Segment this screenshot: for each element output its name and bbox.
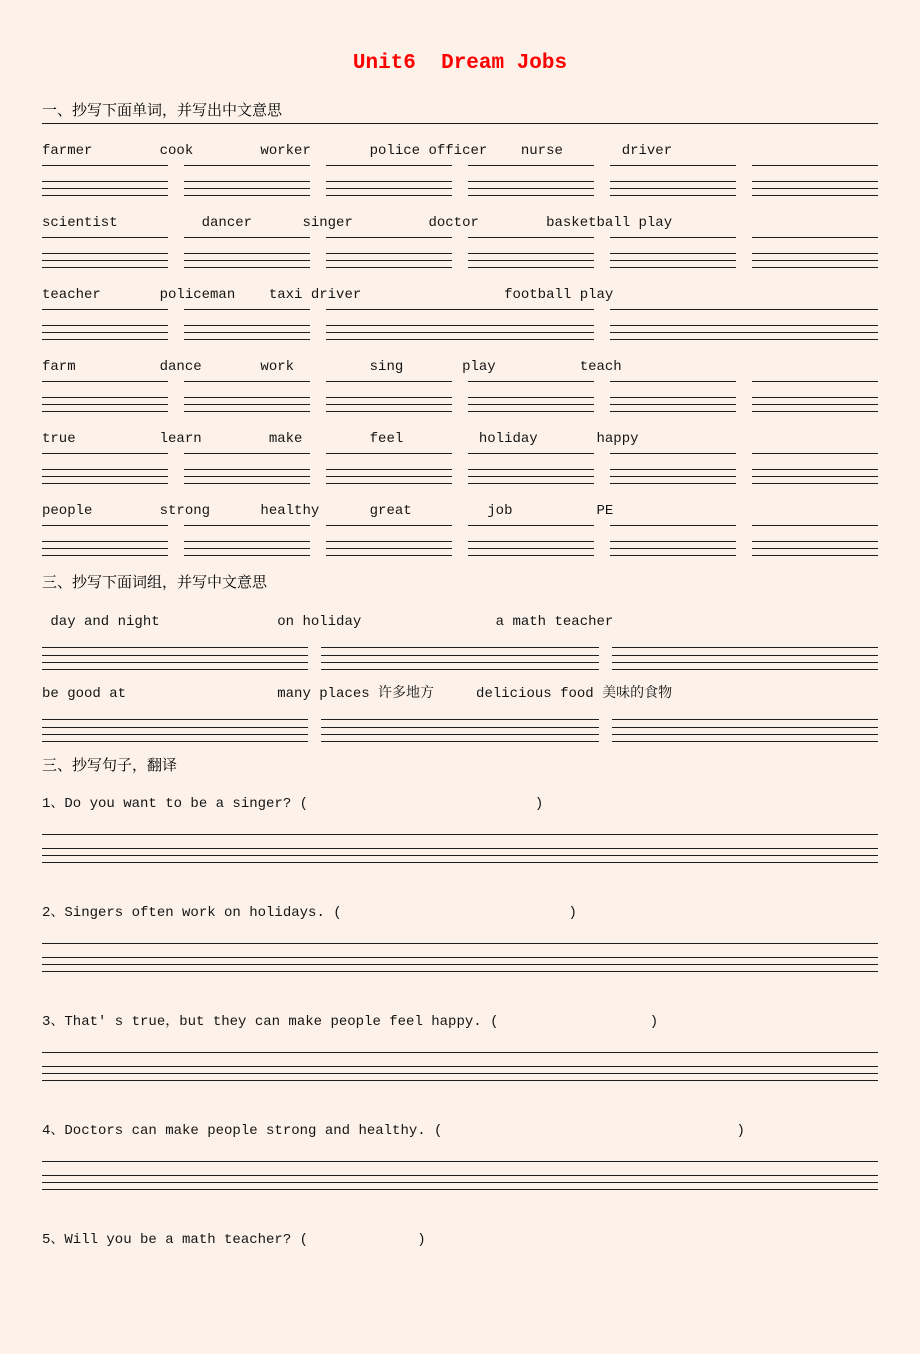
- word-line: farmer cook worker police officer nurse driver: [42, 143, 673, 159]
- writing-grid-cell: [612, 631, 878, 670]
- writing-grid-row: [42, 232, 878, 268]
- writing-grid-cell: [752, 448, 878, 484]
- writing-grid-cell: [752, 232, 878, 268]
- writing-grid-cell: [610, 448, 736, 484]
- writing-grid-cell: [326, 520, 452, 556]
- sentence-text: 5、Will you be a math teacher? ( ): [42, 1232, 426, 1248]
- writing-grid-cell: [468, 520, 594, 556]
- writing-grid-cell: [610, 520, 736, 556]
- writing-grid-row: [42, 703, 878, 742]
- phrase-row-2: [42, 685, 878, 742]
- sentence-writing-lines: [42, 922, 878, 972]
- writing-grid-cell: [42, 448, 168, 484]
- writing-grid-row: [42, 631, 878, 670]
- writing-grid-cell: [326, 232, 452, 268]
- writing-grid-cell: [184, 232, 310, 268]
- writing-grid-cell: [610, 376, 736, 412]
- writing-grid-cell: [184, 520, 310, 556]
- writing-grid-cell: [326, 160, 452, 196]
- phrase-line: day and night on holiday a math teacher: [42, 614, 614, 630]
- writing-grid-cell: [42, 232, 168, 268]
- word-line: scientist dancer singer doctor basketball play: [42, 215, 673, 231]
- writing-grid-cell: [752, 160, 878, 196]
- sentence-block-2: [42, 904, 878, 972]
- word-row-6: [42, 502, 878, 556]
- writing-grid-cell: [612, 703, 878, 742]
- writing-grid-cell: [468, 376, 594, 412]
- writing-grid-cell: [752, 520, 878, 556]
- writing-grid-cell: [42, 304, 168, 340]
- section1-heading: 一、抄写下面单词，并写出中文意思: [42, 102, 878, 124]
- writing-grid-cell: [321, 703, 599, 742]
- worksheet: [0, 52, 920, 1289]
- writing-grid-cell: [42, 376, 168, 412]
- writing-grid-cell: [42, 160, 168, 196]
- writing-grid-cell: [752, 376, 878, 412]
- writing-grid-row: [42, 520, 878, 556]
- sentence-text: 4、Doctors can make people strong and healthy. ( ): [42, 1123, 745, 1139]
- word-line: farm dance work sing play teach: [42, 359, 622, 375]
- sentence-writing-lines: [42, 1140, 878, 1190]
- writing-grid-cell: [326, 376, 452, 412]
- sentence-block-5: [42, 1231, 878, 1249]
- writing-grid-row: [42, 304, 878, 340]
- word-row-5: [42, 430, 878, 484]
- word-line: true learn make feel holiday happy: [42, 431, 639, 447]
- writing-grid-cell: [184, 376, 310, 412]
- sentence-text: 3、That' s true，but they can make people feel happy. ( ): [42, 1014, 659, 1030]
- writing-grid-row: [42, 376, 878, 412]
- page-title: Unit6 Dream Jobs: [352, 52, 568, 75]
- writing-grid-cell: [326, 304, 594, 340]
- sentence-block-4: [42, 1122, 878, 1190]
- worksheet-page: [0, 52, 920, 1354]
- writing-grid-cell: [184, 448, 310, 484]
- sentence-text: 2、Singers often work on holidays. ( ): [42, 905, 577, 921]
- word-line: people strong healthy great job PE: [42, 503, 614, 519]
- writing-grid-cell: [468, 448, 594, 484]
- writing-grid-row: [42, 160, 878, 196]
- word-row-4: [42, 358, 878, 412]
- word-row-1: [42, 142, 878, 196]
- writing-grid-cell: [610, 160, 736, 196]
- writing-grid-row: [42, 448, 878, 484]
- writing-grid-cell: [610, 304, 878, 340]
- writing-grid-cell: [321, 631, 599, 670]
- writing-grid-cell: [610, 232, 736, 268]
- writing-grid-cell: [42, 703, 308, 742]
- writing-grid-cell: [42, 631, 308, 670]
- writing-grid-cell: [468, 160, 594, 196]
- word-row-2: [42, 214, 878, 268]
- word-row-3: [42, 286, 878, 340]
- writing-grid-cell: [184, 304, 310, 340]
- sentence-text: 1、Do you want to be a singer? ( ): [42, 796, 544, 812]
- sentence-block-1: [42, 795, 878, 863]
- sentence-writing-lines: [42, 813, 878, 863]
- phrase-row-1: [42, 613, 878, 670]
- sentence-block-3: [42, 1013, 878, 1081]
- writing-grid-cell: [326, 448, 452, 484]
- phrase-line: be good at many places 许多地方 delicious food 美味的食物: [42, 686, 673, 702]
- sentence-writing-lines: [42, 1031, 878, 1081]
- section2-heading: 三、抄写下面词组，并写中文意思: [42, 574, 268, 591]
- writing-grid-cell: [42, 520, 168, 556]
- section3-heading: 三、抄写句子，翻译: [42, 757, 178, 774]
- word-line: teacher policeman taxi driver football play: [42, 287, 614, 303]
- writing-grid-cell: [468, 232, 594, 268]
- writing-grid-cell: [184, 160, 310, 196]
